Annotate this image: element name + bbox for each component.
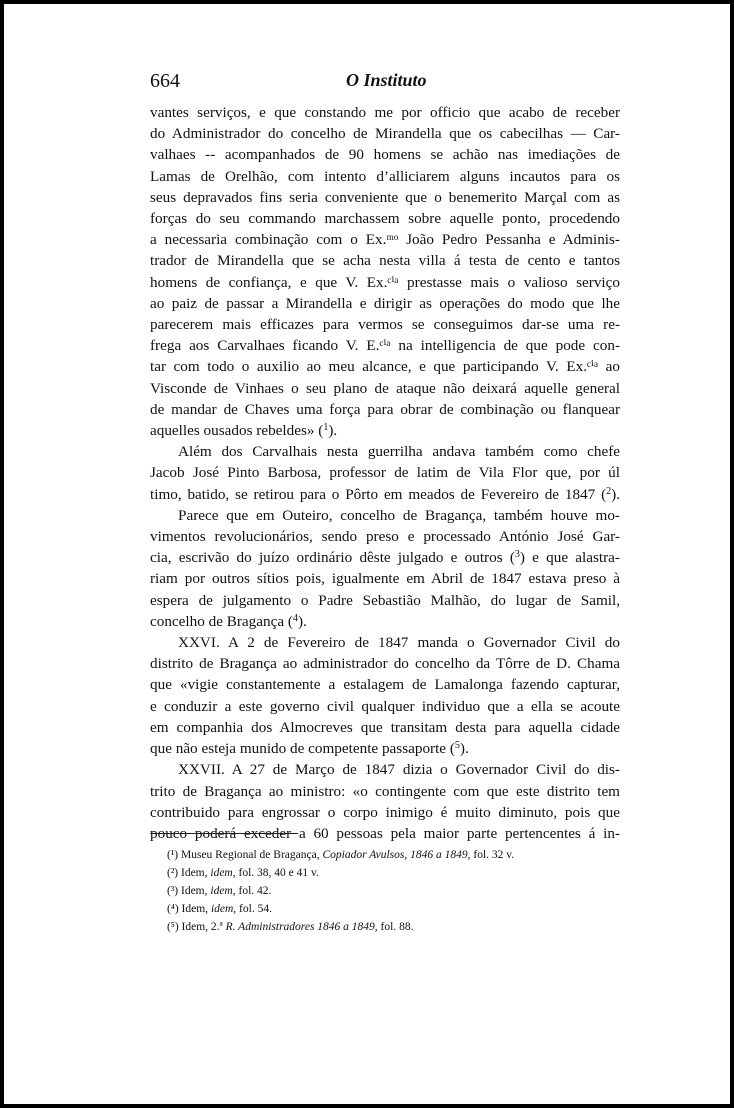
- footnote-ref: 4: [292, 612, 298, 624]
- text-line: Lamas de Orelhão, com intento d’alliciarem alguns incautos para os: [150, 167, 620, 185]
- text-line: concelho de Bragança ($^4$).: [150, 612, 307, 630]
- page-header: [150, 70, 620, 94]
- footnote-ref: 1: [323, 422, 329, 434]
- footnote: (²) Idem, idem, fol. 38, 40 e 41 v.: [167, 867, 319, 879]
- footnote: (¹) Museu Regional de Bragança, Copiador Avulsos, 1846 a 1849, fol. 32 v.: [167, 849, 515, 861]
- text-line: pouco poderá exceder a 60 pessoas pela maior parte pertencentes á in-: [150, 824, 620, 842]
- body-text: [150, 102, 620, 844]
- text-line: Parece que em Outeiro, concelho de Bragança, também houve mo-: [178, 506, 620, 524]
- text-line: forças do seu commando marchassem sobre aquelle ponto, procedendo: [150, 210, 620, 228]
- text-line: vantes serviços, e que constando me por officio que acabo de receber: [150, 104, 620, 121]
- footnote: (³) Idem, idem, fol. 42.: [167, 885, 272, 897]
- text-line: e conduzir a este governo civil qualquer individuo que a ella se acoute: [150, 697, 620, 715]
- footnote-ref: 5: [454, 740, 460, 752]
- text-line: distrito de Bragança ao administrador do concelho da Tôrre de D. Chama: [150, 655, 620, 673]
- text-line: espera de julgamento o Padre Sebastião Malhão, do lugar de Samil,: [150, 591, 620, 609]
- text-line: trador de Mirandella que se acha nesta villa á testa de cento e tantos: [150, 252, 620, 270]
- text-line: aquelles ousados rebeldes» ($^1$).: [150, 422, 338, 440]
- text-line: riam por outros sítios pois, igualmente em Abril de 1847 estava preso à: [150, 570, 620, 588]
- footnote: (⁴) Idem, idem, fol. 54.: [167, 903, 272, 915]
- footnotes: [167, 846, 617, 936]
- running-title: O Instituto: [346, 70, 427, 90]
- text-line: vimentos revolucionários, sendo preso e processado António José Gar-: [150, 528, 620, 546]
- text-line: em companhia dos Almocreves que transitam desta para aquella cidade: [150, 718, 620, 736]
- text-line: timo, batido, se retirou para o Pôrto em meados de Fevereiro de 1847 ($^2$).: [150, 485, 620, 503]
- footnote-ref: 3: [514, 549, 520, 561]
- text-line: a necessaria combinação com o Ex.ᵐᵒ João Pedro Pessanha e Adminis-: [150, 231, 620, 249]
- text-line: Além dos Carvalhais nesta guerrilha andava também como chefe: [178, 443, 620, 461]
- page: [4, 4, 730, 1104]
- text-line: homens de confiança, e que V. Ex.ᶜⁱᵃ prestasse mais o valioso serviço: [150, 273, 620, 291]
- text-line: cia, escrivão do juízo ordinário dêste julgado e outros ($^3$) e que alastra-: [150, 549, 620, 567]
- text-line: do Administrador do concelho de Mirandella que os cabecilhas — Car-: [150, 125, 620, 143]
- text-line: de mandar de Chaves uma força para obrar de combinação ou flanquear: [150, 400, 620, 418]
- text-line: tar com todo o auxilio ao meu alcance, e que participando V. Ex.ᶜⁱᵃ ao: [150, 358, 620, 376]
- text-line: XXVII. A 27 de Março de 1847 dizia o Governador Civil do dis-: [178, 761, 620, 779]
- text-line: trito de Bragança ao ministro: «o contingente com que este distrito tem: [150, 782, 620, 800]
- page-number: 664: [150, 70, 180, 92]
- footnote-ref: 2: [606, 485, 612, 497]
- text-line: frega aos Carvalhaes ficando V. E.ᶜⁱᵃ na intelligencia de que pode con-: [150, 337, 620, 355]
- text-line: Visconde de Vinhaes o seu plano de ataque não deixará aquelle general: [150, 379, 620, 397]
- text-line: Jacob José Pinto Barbosa, professor de latim de Vila Flor que, por úl: [150, 464, 620, 482]
- text-line: ao paiz de passar a Mirandella e dirigir as operações do modo que lhe: [150, 294, 620, 312]
- footnote-rule: [150, 833, 298, 834]
- text-line: XXVI. A 2 de Fevereiro de 1847 manda o Governador Civil do: [178, 634, 620, 652]
- text-line: parecerem mais efficazes para vermos se conseguimos dar-se uma re-: [150, 316, 620, 334]
- footnote: (⁵) Idem, 2.ª R. Administradores 1846 a 1849, fol. 88.: [167, 921, 414, 933]
- text-line: que «vigie constantemente a estalagem de Lamalonga fazendo capturar,: [150, 676, 620, 694]
- text-line: seus depravados fins seria conveniente que o benemerito Marçal com as: [150, 188, 620, 206]
- text-line: valhaes -- acompanhados de 90 homens se achão nas imediações de: [150, 146, 620, 164]
- text-line: que não esteja munido de competente passaporte ($^5$).: [150, 740, 469, 758]
- text-line: contribuido para engrossar o corpo inimigo é muito diminuto, pois que: [150, 803, 620, 821]
